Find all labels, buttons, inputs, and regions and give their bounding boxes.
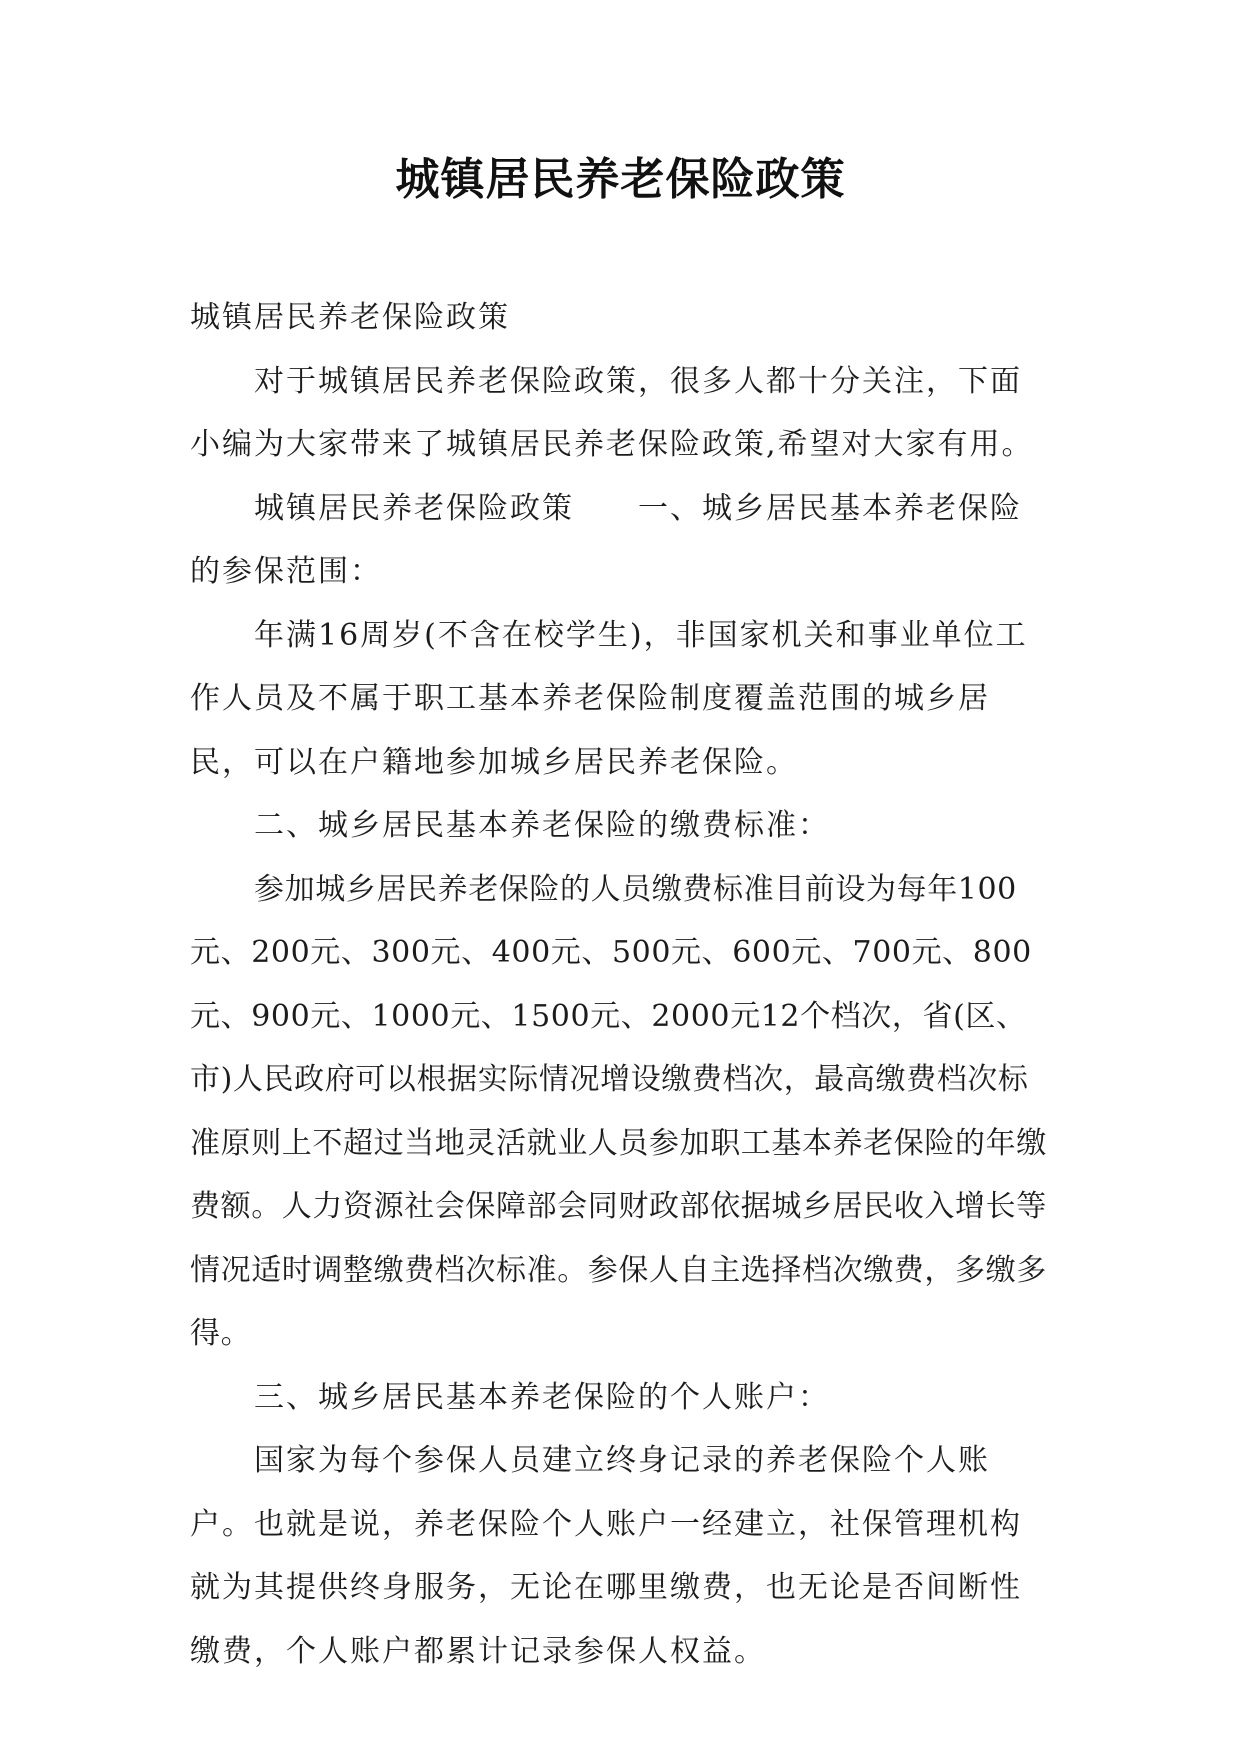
document-subtitle: 城镇居民养老保险政策 <box>190 300 510 335</box>
paragraph-contribution-standards: 参加城乡居民养老保险的人员缴费标准目前设为每年100元、200元、300元、400元、500元、600元、700元、800元、900元、1000元、1500元、2000元12个档次，省(区、市)人民政府可以根据实际情况增设缴费档次，最高缴费档次标准原则上不超过当地灵活就业人员参加职工基本养老保险的年缴费额。人力资源社会保障部会同财政部依据城乡居民收入增长等情况适时调整缴费档次标准。参保人自主选择档次缴费，多缴多得。 <box>190 871 1047 1351</box>
paragraph-section-2-heading: 二、城乡居民基本养老保险的缴费标准： <box>254 808 830 843</box>
paragraph-intro: 对于城镇居民养老保险政策，很多人都十分关注，下面小编为大家带来了城镇居民养老保险政策,希望对大家有用。 <box>190 363 1034 462</box>
paragraph-eligibility: 年满16周岁(不含在校学生)，非国家机关和事业单位工作人员及不属于职工基本养老保险制度覆盖范围的城乡居民，可以在户籍地参加城乡居民养老保险。 <box>190 617 1028 780</box>
paragraph-personal-account: 国家为每个参保人员建立终身记录的养老保险个人账户。也就是说，养老保险个人账户一经建立，社保管理机构就为其提供终身服务，无论在哪里缴费，也无论是否间断性缴费，个人账户都累计记录参保人权益。 <box>190 1443 1022 1669</box>
document-body <box>190 286 1052 1683</box>
paragraph-section-3-heading: 三、城乡居民基本养老保险的个人账户： <box>254 1379 830 1415</box>
paragraph-section-1-heading: 城镇居民养老保险政策 一、城乡居民基本养老保险的参保范围： <box>190 490 1022 589</box>
document-title: 城镇居民养老保险政策 <box>395 154 846 205</box>
